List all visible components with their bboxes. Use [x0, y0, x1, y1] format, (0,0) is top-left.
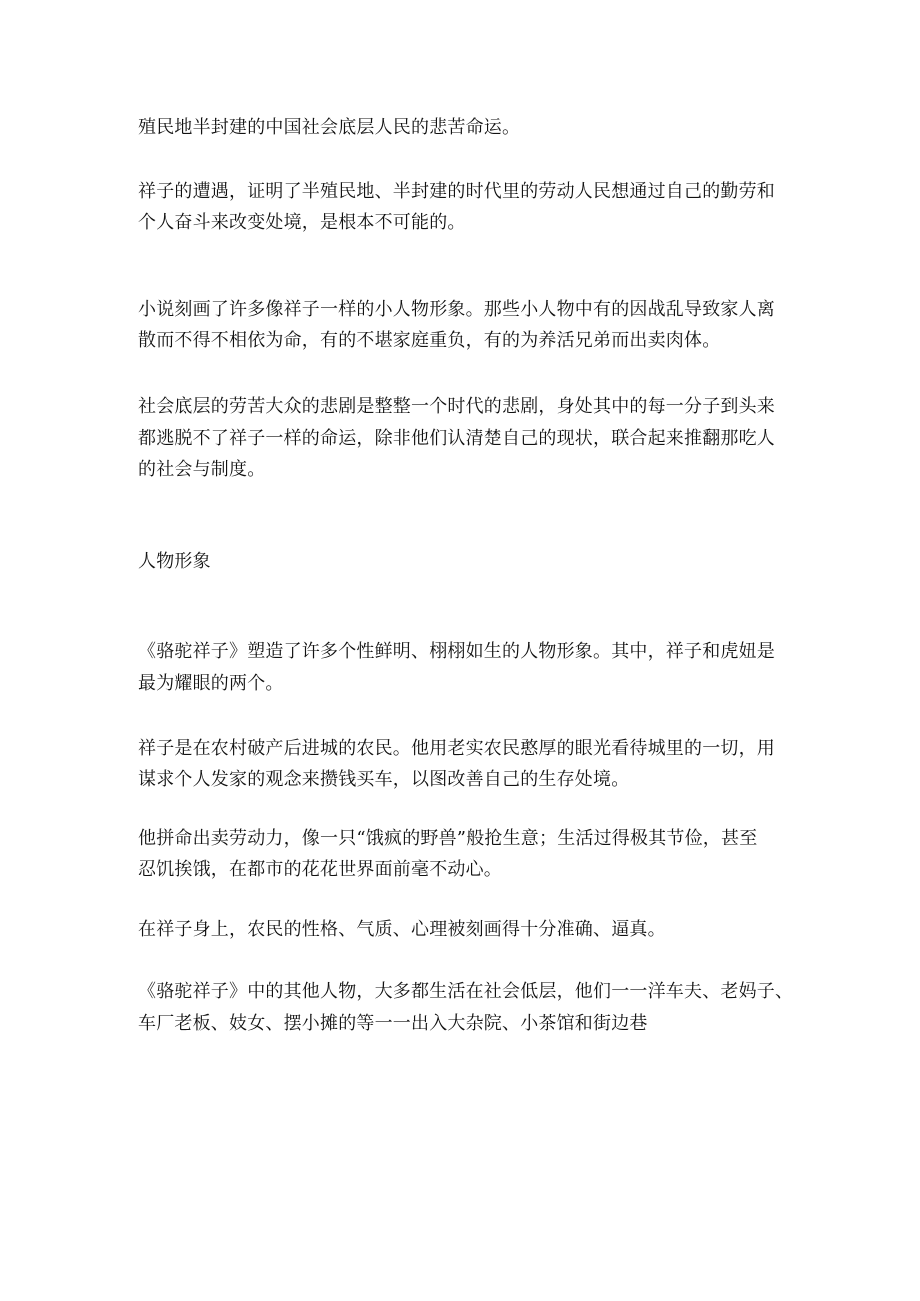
text-line: 车厂老板、妓女、摆小摊的等一一出入大杂院、小茶馆和街边巷 — [138, 1013, 648, 1034]
text-line: 小说刻画了许多像祥子一样的小人物形象。那些小人物中有的因战乱导致家人离 — [138, 299, 775, 320]
text-line: 《骆驼祥子》塑造了许多个性鲜明、栩栩如生的人物形象。其中，祥子和虎妞是 — [138, 641, 775, 662]
text-line: 的社会与制度。 — [138, 459, 266, 480]
text-line: 散而不得不相依为命，有的不堪家庭重负，有的为养活兄弟而出卖肉体。 — [138, 330, 721, 351]
text-line: 忍饥挨饿，在都市的花花世界面前毫不动心。 — [138, 859, 502, 880]
text-line: 社会底层的劳苦大众的悲剧是整整一个时代的悲剧，身处其中的每一分子到头来 — [138, 396, 775, 417]
text-line: 他拼命出卖劳动力，像一只“饿疯的野兽”般抢生意；生活过得极其节俭，甚至 — [138, 828, 758, 849]
text-line: 《骆驼祥子》中的其他人物，大多都生活在社会低层，他们一一洋车夫、老妈子、 — [138, 981, 794, 1002]
text-line: 祥子是在农村破产后进城的农民。他用老实农民憨厚的眼光看待城里的一切，用 — [138, 738, 775, 759]
heading-text: 人物形象 — [138, 551, 211, 572]
text-line: 殖民地半封建的中国社会底层人民的悲苦命运。 — [138, 117, 521, 138]
text-line: 都逃脱不了祥子一样的命运，除非他们认清楚自己的现状，联合起来推翻那吃人 — [138, 428, 775, 449]
text-line: 最为耀眼的两个。 — [138, 673, 284, 694]
text-line: 祥子的遭遇，证明了半殖民地、半封建的时代里的劳动人民想通过自己的勤劳和 — [138, 181, 775, 202]
text-line: 谋求个人发家的观念来攒钱买车，以图改善自己的生存处境。 — [138, 769, 630, 790]
text-line: 个人奋斗来改变处境，是根本不可能的。 — [138, 212, 466, 233]
text-line: 在祥子身上，农民的性格、气质、心理被刻画得十分准确、逼真。 — [138, 919, 666, 940]
